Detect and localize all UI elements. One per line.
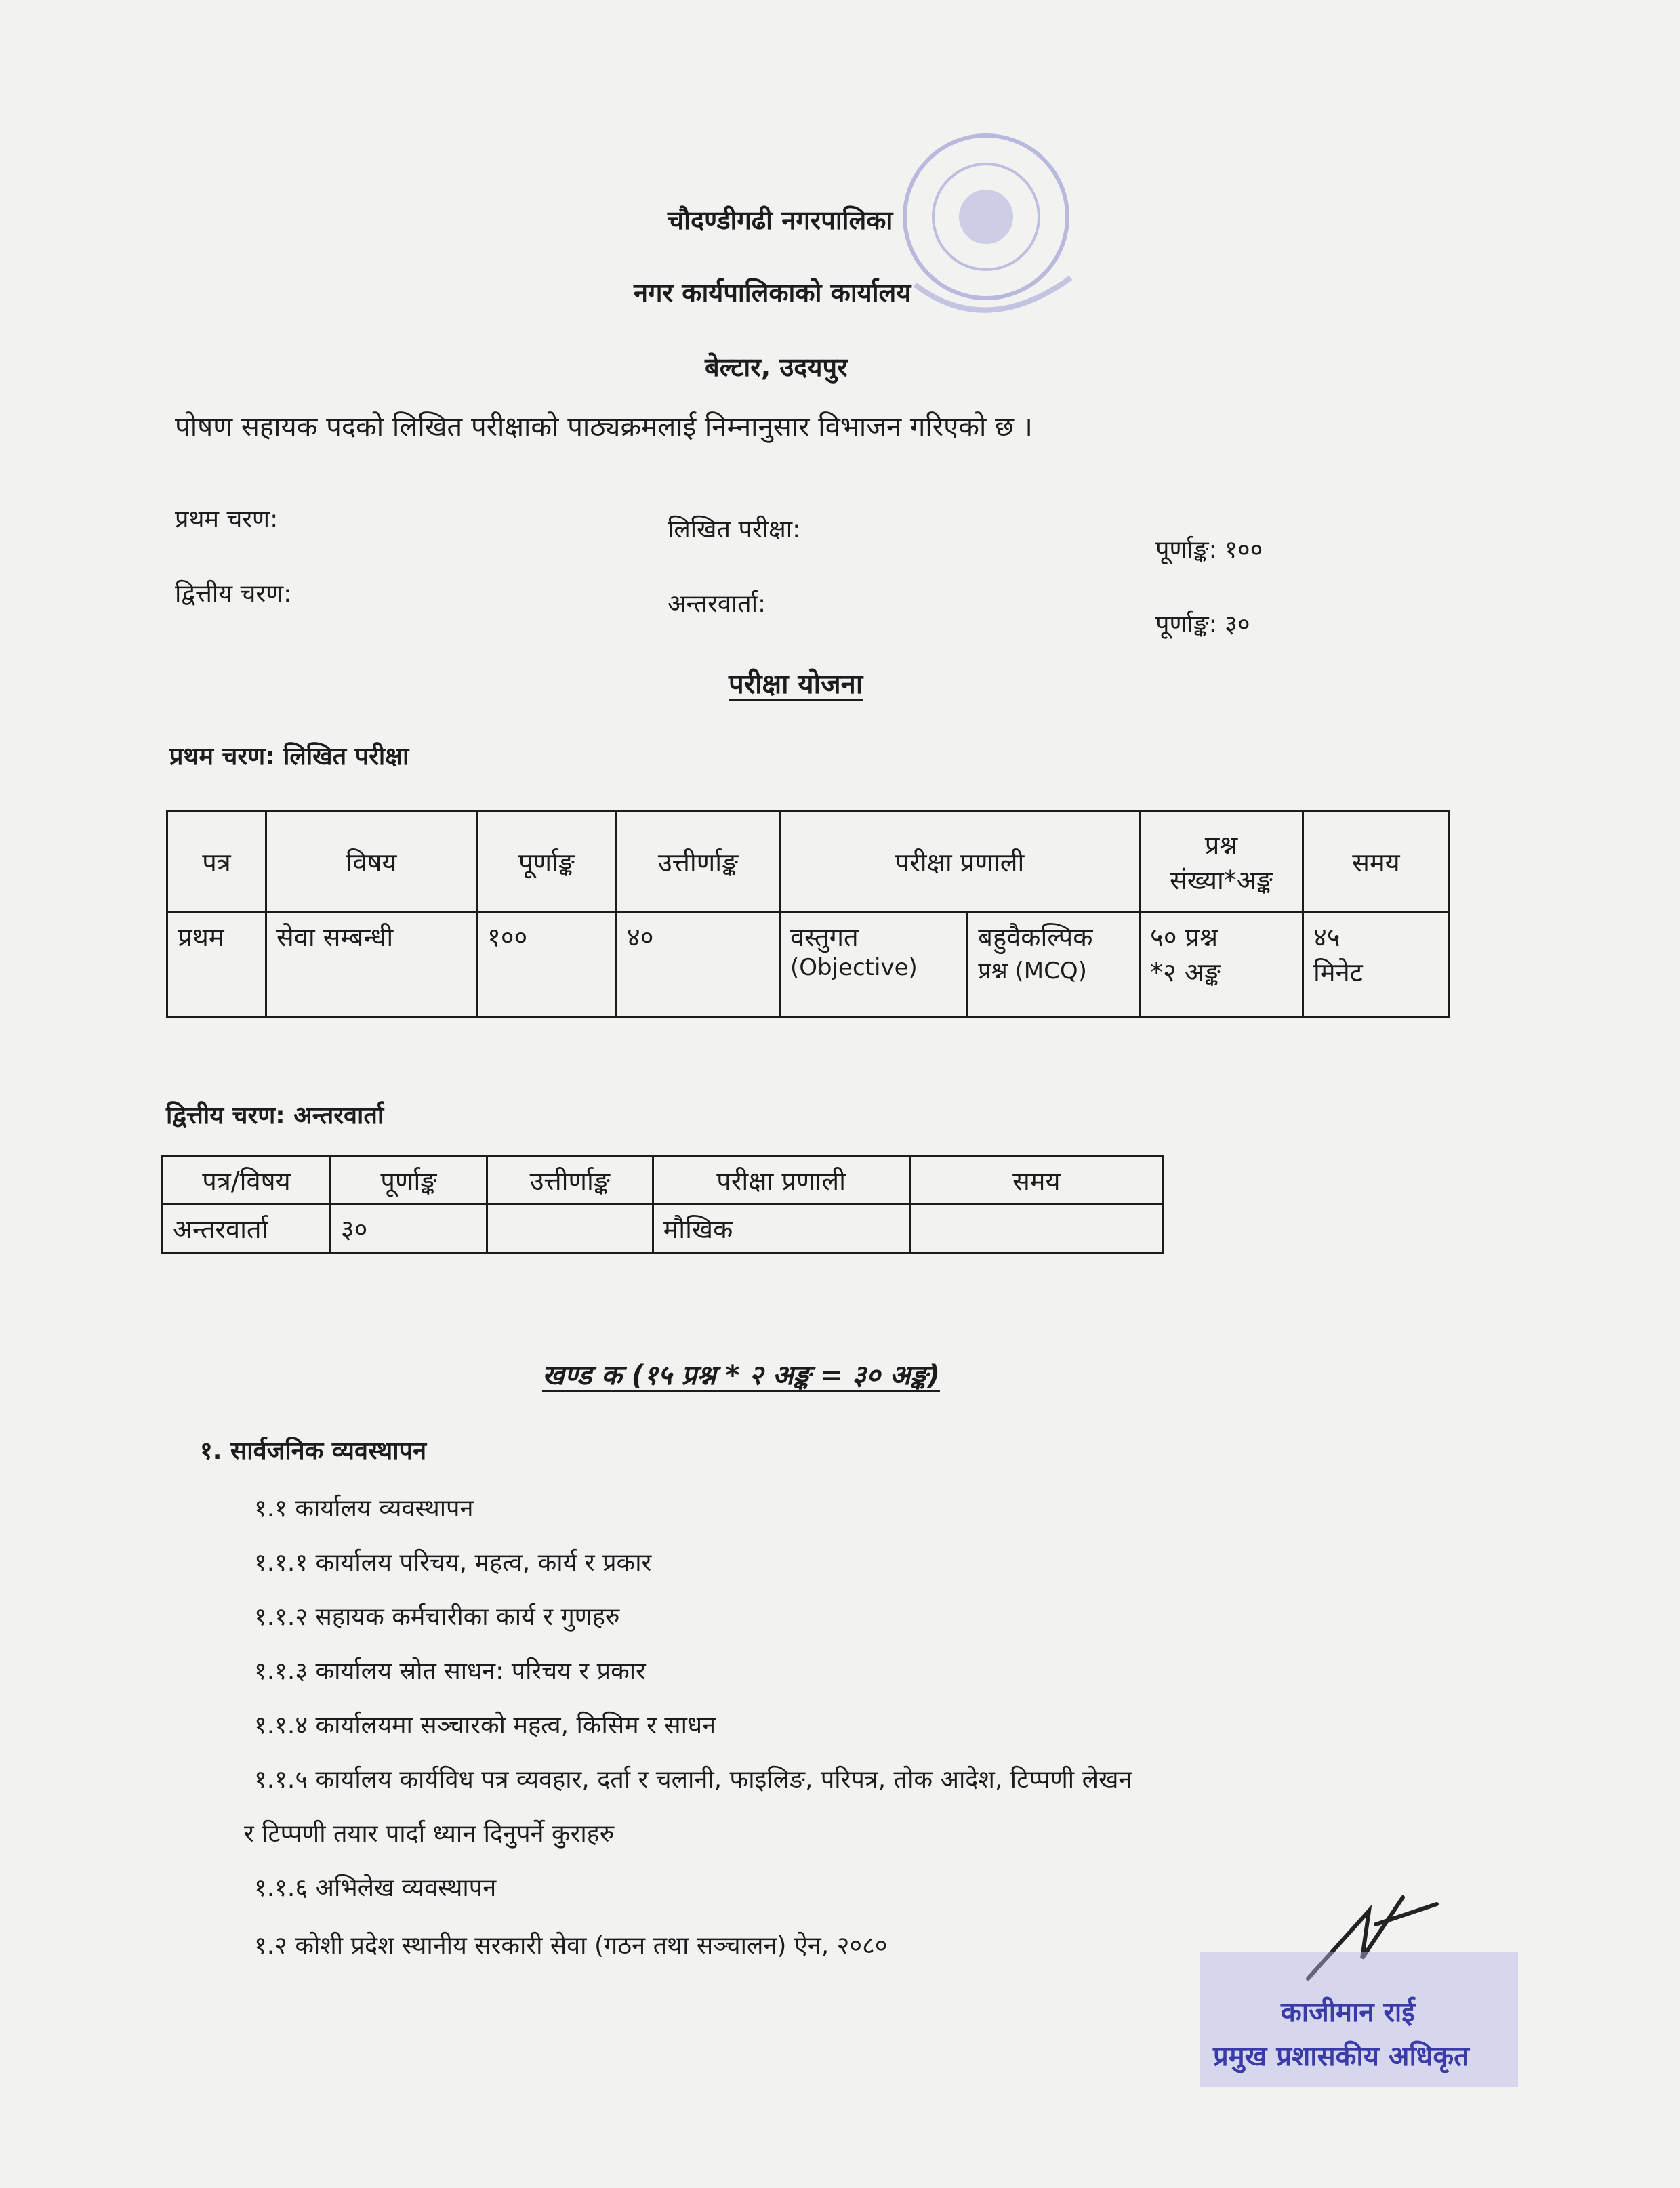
th2-time: समय (909, 1157, 1163, 1205)
system-objective-en: (Objective) (790, 954, 918, 981)
syllabus-item: १.१.४ कार्यालयमा सञ्चारको महत्व, किसिम र साधन (254, 1712, 716, 1739)
official-title: प्रमुख प्रशासकीय अधिकृत (1213, 2041, 1469, 2072)
second-stage-table (161, 1155, 1164, 1254)
syllabus-item: १.१.६ अभिलेख व्यवस्थापन (254, 1874, 497, 1902)
th2-full-marks: पूर्णाङ्क (330, 1157, 487, 1205)
municipality-name: चौदण्डीगढी नगरपालिका (668, 205, 893, 235)
syllabus-item: १.१.३ कार्यालय स्रोत साधन: परिचय र प्रकार (254, 1657, 646, 1685)
official-name: काजीमान राई (1281, 1997, 1415, 2028)
stage-1-marks: पूर्णाङ्क: १०० (1155, 536, 1263, 564)
th2-pass-marks: उत्तीर्णाङ्क (487, 1157, 653, 1205)
stage-2-name: द्वित्तीय चरण: (175, 580, 292, 608)
section-title: खण्ड क (१५ प्रश्न * २ अङ्क = ३० अङ्क) (542, 1360, 940, 1391)
system-objective-label: वस्तुगत (790, 922, 859, 952)
cell-system-mcq (968, 913, 1140, 1018)
syllabus-item: १.१.१ कार्यालय परिचय, महत्व, कार्य र प्रकार (254, 1549, 652, 1577)
system-mcq-label: बहुवैकल्पिक (978, 922, 1093, 952)
th2-exam-system: परीक्षा प्रणाली (653, 1157, 909, 1205)
th-subject: विषय (266, 811, 477, 913)
syllabus-item: १.१.५ कार्यालय कार्यविध पत्र व्यवहार, दर्ता र चलानी, फाइलिङ, परिपत्र, तोक आदेश, टिप्पणी लेखन (254, 1766, 1132, 1794)
th-exam-system: परीक्षा प्रणाली (780, 811, 1140, 913)
th-time: समय (1303, 811, 1450, 913)
syllabus-item: १.१ कार्यालय व्यवस्थापन (254, 1495, 474, 1523)
cell-pass-marks: ४० (617, 913, 780, 1018)
cell-question-count (1140, 913, 1303, 1018)
th-paper: पत्र (167, 811, 266, 913)
cell-full-marks: १०० (477, 913, 617, 1018)
scheme-title: परीक्षा योजना (729, 669, 863, 700)
time-unit: मिनेट (1313, 957, 1363, 987)
cell-system-objective (780, 913, 968, 1018)
th2-subject: पत्र/विषय (163, 1157, 331, 1205)
question-count-2: *२ अङ्क (1150, 957, 1221, 987)
official-stamp (1200, 1952, 1518, 2087)
cell-paper: प्रथम (167, 913, 266, 1018)
stage-2-type: अन्तरवार्ता: (668, 590, 766, 618)
system-mcq-en: प्रश्न (MCQ) (978, 957, 1087, 985)
office-address: बेल्टार, उदयपुर (705, 352, 848, 382)
syllabus-item: १.२ कोशी प्रदेश स्थानीय सरकारी सेवा (गठन तथा सञ्चालन) ऐन, २०८० (254, 1932, 888, 1960)
th-full-marks: पूर्णाङ्क (477, 811, 617, 913)
cell-subject: सेवा सम्बन्धी (266, 913, 477, 1018)
cell-time (1303, 913, 1450, 1018)
first-stage-table (166, 810, 1450, 1018)
stage-2-marks: पूर्णाङ्क: ३० (1155, 611, 1250, 638)
th-question-count: प्रश्न संख्या*अङ्क (1140, 811, 1303, 913)
first-stage-heading: प्रथम चरण: लिखित परीक्षा (169, 743, 409, 770)
intro-text: पोषण सहायक पदको लिखित परीक्षाको पाठ्यक्रमलाई निम्नानुसार विभाजन गरिएको छ । (175, 411, 1033, 442)
question-count-1: ५० प्रश्न (1150, 922, 1218, 952)
stage-1-type: लिखित परीक्षा: (668, 516, 801, 543)
cell2-time (909, 1205, 1163, 1253)
syllabus-item: र टिप्पणी तयार पार्दा ध्यान दिनुपर्ने कुराहरु (244, 1820, 615, 1848)
cell2-full-marks: ३० (330, 1205, 487, 1253)
th-pass-marks: उत्तीर्णाङ्क (617, 811, 780, 913)
cell2-subject: अन्तरवार्ता (163, 1205, 331, 1253)
cell2-pass-marks (487, 1205, 653, 1253)
syllabus-item: १.१.२ सहायक कर्मचारीका कार्य र गुणहरु (254, 1603, 620, 1631)
syllabus-item: १. सार्वजनिक व्यवस्थापन (200, 1437, 427, 1465)
second-stage-heading: द्वित्तीय चरण: अन्तरवार्ता (166, 1102, 384, 1130)
time-value: ४५ (1313, 922, 1340, 952)
office-name: नगर कार्यपालिकाको कार्यालय (634, 278, 911, 308)
cell2-exam-system: मौखिक (653, 1205, 909, 1253)
stage-1-name: प्रथम चरण: (175, 505, 279, 533)
